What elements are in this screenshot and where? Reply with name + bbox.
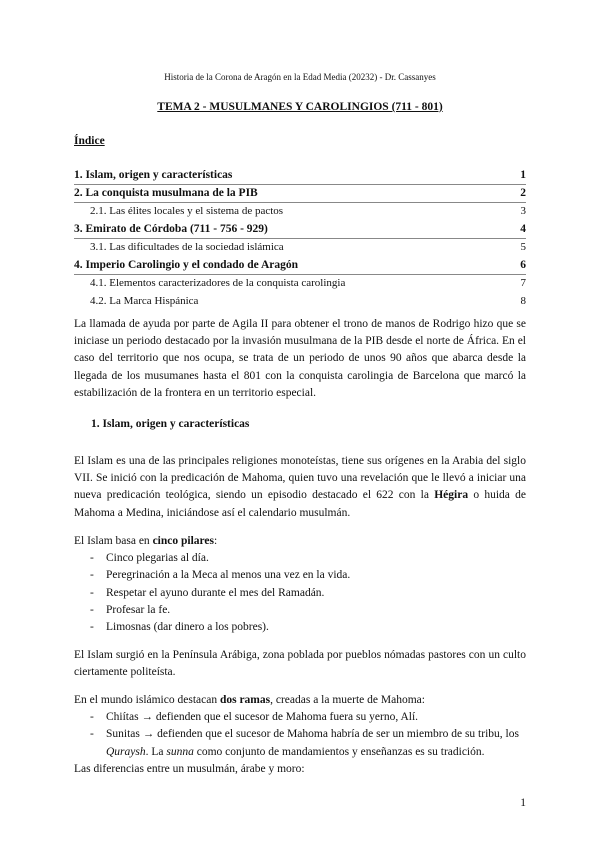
toc-page: 6 [520,259,526,271]
toc-page: 1 [520,169,526,181]
page-number: 1 [520,797,526,809]
section-paragraph: El Islam surgió en la Península Arábiga, zona poblada por pueblos nómadas pastores con un culto ciertamente politeísta. [74,649,526,679]
table-of-contents [74,167,526,311]
list-item: - Sunitas → defienden que el sucesor de Mahoma habría de ser un miembro de su tribu, los Quraysh. La sunna como conjunto de mandamientos y enseñanzas es su tradición. [74,726,526,760]
branches-list [74,709,526,761]
pillars-block: El Islam basa en cinco pilares: - Cinco plegarias al día. - Peregrinación a la Meca al menos una vez en la vida. - Respetar el ayuno durante el mes del Ramadán. - Profesar la fe. - Limosnas (dar dinero a los pobres). [74,533,526,636]
toc-entry[interactable]: 4.1. Elementos caracterizadores de la conquista carolingia 7 [74,275,526,293]
list-item: - Chiítas → defienden que el sucesor de Mahoma fuera su yerno, Alí. [74,709,526,726]
toc-entry[interactable]: 3. Emirato de Córdoba (711 - 756 - 929) 4 [74,221,526,239]
list-item: - Peregrinación a la Meca al menos una vez en la vida. [74,567,526,584]
toc-page: 3 [520,205,526,217]
pillars-list [74,550,526,636]
running-header: Historia de la Corona de Aragón en la Edad Media (20232) - Dr. Cassanyes [164,72,436,82]
toc-entry[interactable]: 1. Islam, origen y características 1 [74,167,526,185]
list-item: - Profesar la fe. [74,602,526,619]
section-heading: 1. Islam, origen y características [91,418,250,430]
differences-line: Las diferencias entre un musulmán, árabe y moro: [74,762,305,775]
list-item: - Limosnas (dar dinero a los pobres). [74,619,526,636]
document-title: TEMA 2 - MUSULMANES Y CAROLINGIOS (711 - 801) [157,101,443,113]
branches-block: En el mundo islámico destacan dos ramas, creadas a la muerte de Mahoma: - Chiítas → defienden que el sucesor de Mahoma fuera su yerno, Alí. - Sunitas → defienden que el sucesor de Mahoma habría de ser un miembro de su tribu, los Quraysh. La sunna como conjunto de mandamientos y enseñanzas es su tradición. Las diferencias entre un musulmán, árabe y moro: [74,692,526,778]
index-heading: Índice [74,135,105,147]
toc-page: 2 [520,187,526,199]
toc-page: 5 [520,241,526,253]
toc-entry[interactable]: 3.1. Las dificultades de la sociedad islámica 5 [74,239,526,257]
toc-entry[interactable]: 2.1. Las élites locales y el sistema de pactos 3 [74,203,526,221]
toc-page: 7 [520,277,526,289]
list-item: - Respetar el ayuno durante el mes del Ramadán. [74,585,526,602]
toc-page: 4 [520,223,526,235]
toc-entry[interactable]: 4.2. La Marca Hispánica 8 [74,293,526,311]
section-paragraph: El Islam es una de las principales religiones monoteístas, tiene sus orígenes en la Arabia del siglo VII. Se inició con la predicación de Mahoma, quien tuvo una revelación que le llevó a iniciar una nueva predicación teológica, siendo un episodio destacado el 622 con la Hégira o huida de Mahoma a Medina, iniciándose así el calendario musulmán. [74,455,526,519]
list-item: - Cinco plegarias al día. [74,550,526,567]
toc-entry[interactable]: 4. Imperio Carolingio y el condado de Aragón 6 [74,257,526,275]
toc-page: 8 [520,295,526,307]
intro-paragraph: La llamada de ayuda por parte de Agila II para obtener el trono de manos de Rodrigo hizo que se iniciase un periodo destacado por la invasión musulmana de la PIB desde el norte de África. En el caso del territorio que nos ocupa, se trata de un periodo de unos 90 años que abarca desde la llegada de los musumanes hasta el 801 con la conquista carolingia de Barcelona que marcó la estabilización de la frontera en un territorio especial. [74,318,526,399]
toc-entry[interactable]: 2. La conquista musulmana de la PIB 2 [74,185,526,203]
